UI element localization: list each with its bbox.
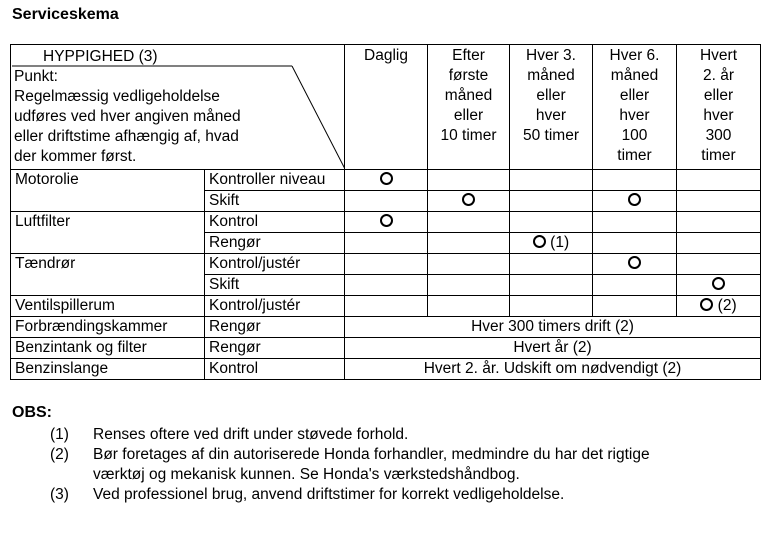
column-header-line: timer <box>617 147 652 164</box>
item-name: Benzinslange <box>11 359 205 380</box>
schedule-cell <box>428 212 510 233</box>
schedule-cell <box>428 170 510 191</box>
schedule-cell <box>677 296 761 317</box>
schedule-cell <box>510 275 593 296</box>
table-row <box>11 254 761 275</box>
column-header-line: 100 <box>621 127 648 144</box>
schedule-cell <box>677 170 761 191</box>
schedule-cell <box>428 254 510 275</box>
column-header-line: første <box>448 67 489 84</box>
item-name: Benzintank og filter <box>11 338 205 359</box>
item-action: Skift <box>205 275 345 296</box>
item-action: Kontroller niveau <box>205 170 345 191</box>
schedule-cell <box>428 191 510 212</box>
table-row <box>11 338 761 359</box>
circle-mark-icon <box>380 172 393 185</box>
column-header-line: Daglig <box>364 47 408 64</box>
column-header <box>428 45 510 170</box>
item-name: Tændrør <box>11 254 205 296</box>
schedule-cell <box>345 275 428 296</box>
schedule-cell <box>593 191 677 212</box>
service-schedule-table <box>10 44 761 380</box>
schedule-cell <box>510 296 593 317</box>
circle-mark-icon <box>628 256 641 269</box>
item-action: Kontrol <box>205 212 345 233</box>
column-header-line: timer <box>701 147 736 164</box>
column-header-line: Hver 3. <box>526 47 576 64</box>
punkt-line: der kommer først. <box>14 148 137 165</box>
column-header-line: hver <box>703 107 734 124</box>
column-header-line: eller <box>619 87 650 104</box>
note-line: Bør foretages af din autoriserede Honda forhandler, medmindre du har det rigtige <box>93 446 650 463</box>
circle-mark-icon <box>628 193 641 206</box>
schedule-cell <box>510 191 593 212</box>
schedule-cell <box>593 212 677 233</box>
item-name: Ventilspillerum <box>11 296 205 317</box>
item-action: Skift <box>205 191 345 212</box>
schedule-span-cell: Hvert 2. år. Udskift om nødvendigt (2) <box>345 359 761 380</box>
note-line: værktøj og mekanisk kunnen. Se Honda's værkstedshåndbog. <box>93 466 520 483</box>
notes-list <box>50 425 650 505</box>
note-item <box>50 425 650 445</box>
circle-mark-icon <box>712 277 725 290</box>
schedule-span-cell: Hvert år (2) <box>345 338 761 359</box>
notes-title: OBS: <box>12 404 52 421</box>
schedule-cell <box>345 170 428 191</box>
schedule-cell <box>345 296 428 317</box>
page-title: Serviceskema <box>12 6 119 23</box>
column-header-line: eller <box>536 87 566 104</box>
item-action: Kontrol <box>205 359 345 380</box>
schedule-cell <box>510 170 593 191</box>
note-number: (1) <box>50 426 69 443</box>
schedule-cell <box>677 191 761 212</box>
item-name: Motorolie <box>11 170 205 212</box>
column-header <box>345 45 428 170</box>
item-action: Kontrol/justér <box>205 254 345 275</box>
column-header-line: måned <box>444 87 493 104</box>
column-header-line: måned <box>610 67 659 84</box>
header-corner-cell <box>11 45 345 170</box>
mark-note: (1) <box>545 234 570 251</box>
schedule-cell <box>677 275 761 296</box>
schedule-cell <box>677 254 761 275</box>
schedule-cell <box>428 233 510 254</box>
column-header-line: 300 <box>705 127 732 144</box>
schedule-cell <box>677 233 761 254</box>
schedule-cell <box>345 191 428 212</box>
schedule-cell <box>428 296 510 317</box>
schedule-cell <box>593 254 677 275</box>
table-row <box>11 212 761 233</box>
schedule-cell <box>345 212 428 233</box>
schedule-cell <box>510 233 593 254</box>
column-header-line: 2. år <box>702 67 734 84</box>
schedule-cell <box>677 212 761 233</box>
note-item <box>50 485 650 505</box>
column-header-line: Efter <box>452 47 485 64</box>
schedule-cell <box>510 212 593 233</box>
column-header <box>510 45 593 170</box>
item-action: Rengør <box>205 317 345 338</box>
mark-note: (2) <box>713 297 737 314</box>
punkt-line: eller driftstime afhængig af, hvad <box>14 128 239 145</box>
schedule-cell <box>510 254 593 275</box>
schedule-cell <box>345 254 428 275</box>
column-header-line: hver <box>535 107 567 124</box>
punkt-line: Regelmæssig vedligeholdelse <box>14 88 220 105</box>
schedule-cell <box>428 275 510 296</box>
table-row <box>11 359 761 380</box>
note-number: (3) <box>50 486 69 503</box>
circle-mark-icon <box>380 214 393 227</box>
circle-mark-icon <box>462 193 475 206</box>
punkt-description <box>14 67 241 167</box>
item-name: Luftfilter <box>11 212 205 254</box>
column-header-line: Hver 6. <box>609 47 660 64</box>
frequency-label: HYPPIGHED (3) <box>43 48 158 65</box>
item-action: Rengør <box>205 233 345 254</box>
note-line: Ved professionel brug, anvend driftstimer for korrekt vedligeholdelse. <box>93 486 565 503</box>
note-line: Renses oftere ved drift under støvede forhold. <box>93 426 409 443</box>
table-row <box>11 317 761 338</box>
schedule-span-cell: Hver 300 timers drift (2) <box>345 317 761 338</box>
column-header-line: 10 timer <box>440 127 497 144</box>
schedule-cell <box>593 233 677 254</box>
schedule-cell <box>593 275 677 296</box>
column-header-line: hver <box>619 107 650 124</box>
column-header-line: eller <box>453 107 484 124</box>
table-row <box>11 170 761 191</box>
schedule-cell <box>593 296 677 317</box>
circle-mark-icon <box>700 298 713 311</box>
column-header-line: eller <box>703 87 734 104</box>
column-header-line: 50 timer <box>523 127 579 144</box>
item-action: Kontrol/justér <box>205 296 345 317</box>
circle-mark-icon <box>533 235 546 248</box>
note-item <box>50 445 650 485</box>
table-row <box>11 296 761 317</box>
column-header-line: Hvert <box>699 47 738 64</box>
column-header <box>677 45 761 170</box>
item-name: Forbrændingskammer <box>11 317 205 338</box>
punkt-line: Punkt: <box>14 68 58 85</box>
note-number: (2) <box>50 446 69 463</box>
column-header <box>593 45 677 170</box>
item-action: Rengør <box>205 338 345 359</box>
column-header-line: måned <box>527 67 575 84</box>
punkt-line: udføres ved hver angiven måned <box>14 108 241 125</box>
schedule-cell <box>593 170 677 191</box>
schedule-cell <box>345 233 428 254</box>
